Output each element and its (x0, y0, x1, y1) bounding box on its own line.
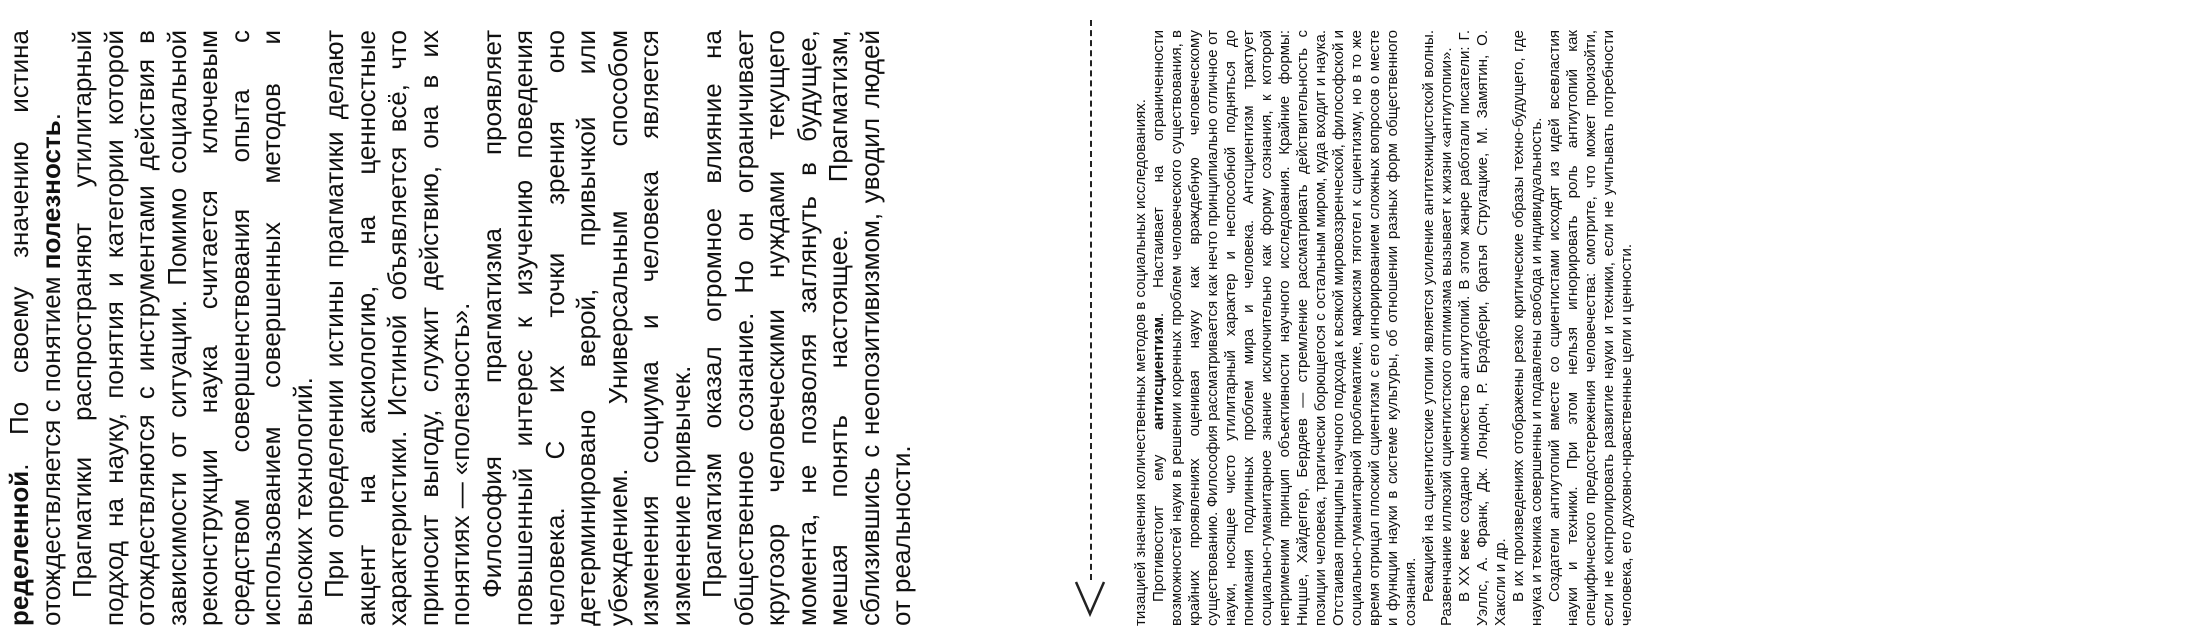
bold-term-defined: ределенной (4, 470, 34, 626)
large-print-column (4, 30, 1074, 626)
paragraph-utilitarian-approach: Прагматики распространяют утилитарный подход на науку, понятия и категории которой отождествляются с инструментами действия в зависимости от ситуации. Помимо социальной реконструкции наука считается ключевым средством совершенствования опыта с использованием совершенных методов и высоких технологий. (67, 30, 318, 626)
chevron-mark-icon (1072, 578, 1108, 622)
bold-term-antiscientism: антисциентизм (1150, 316, 1167, 430)
paragraph-truth-definition: ределенной. По своему значению истина отождествляется с понятием полезность. (4, 30, 66, 626)
paragraph-critical-images: В их произведениях отображены резко критические образы техно-будущего, где наука и техника совершенны и подавлены свобода и индивидуальность. (1510, 30, 1545, 626)
page-cut-dashed-line (1090, 20, 1092, 580)
paragraph-behavior: Философия прагматизма проявляет повышенный интерес к изучению поведения человека. С их точки зрения оно детерминировано верой, привычкой или убеждением. Универсальным способом изменения социума и человека является изменение привычек. (476, 30, 696, 626)
paragraph-antiutopia-authors: В XX веке создано множество антиутопий. В этом жанре работали писатели: Г. Уэллс, А. Франк, Дж. Лондон, Р. Брэдбери, братья Стругацкие, М. Замятин, О. Хаксли и др. (1456, 30, 1509, 626)
small-print-column (1132, 30, 2197, 626)
paragraph-antiscientism: Противостоит ему антисциентизм. Настаивает на ограниченности возможностей науки в решении коренных проблем человеческого существования, в крайних проявлениях оценивая науку как враждебную человеческому существованию. Философия рассматривается как нечто принципиально отличное от науки, носящее чисто утилитарный характер и неспособной подняться до понимания подлинных проблем мира и человека. Антсциентизм трактует социально-гуманитарное знание исключительно как форму сознания, к которой неприменим принцип объективности научного исследования. Крайние формы: Ницше, Хайдеггер, Бердяев — стремление рассматривать действительность с позиции человека, трагически борющегося с остальным миром, куда входит и наука. Отстаивая принципы научного подхода к всякой мировоззренческой, философской и социально-гуманитарной проблематике, марксизм тяготел к сциентизму, но в то же время отрицал плоский сциентизм с его игнорированием сложных вопросов о месте и функции науки в системе культуры, об отношении разных форм общественного сознания. (1150, 30, 1419, 626)
bold-term-usefulness: полезность (35, 120, 66, 270)
paragraph-continuation: тизацией значения количественных методов в социальных исследованиях. (1132, 99, 1149, 626)
paragraph-influence: Прагматизм оказал огромное влияние на общественное сознание. Но он ограничивает кругозор человеческими нуждами текущего момента, не позволяя заглянуть в будущее, мешая понять настоящее. Прагматизм, сблизившись с неопозитивизмом, уводил людей от реальности. (697, 30, 916, 626)
paragraph-axiology: При определении истины прагматики делают акцент на аксиологию, на ценностные характеристики. Истиной объявляется всё, что приносит выгоду, служит действию, она в их понятиях — «полезность». (319, 30, 475, 626)
paragraph-warning: Создатели антиутопий вместе со сциентистами исходят из идей всевластия науки и техники. При этом нельзя игнорировать роль антиутопий как специфического предостережения человечества: смотрите, что может произойти, если не контролировать развитие науки и техники, если не учитывать потребности человека, его духовно-нравственные цели и ценности. (1546, 30, 1635, 626)
paragraph-antitechnicism: Реакцией на сциентистские утопии является усиление антитехницистской волны. Развенчание иллюзий сциентистского оптимизма вызывает к жизни «антиутопии». (1420, 30, 1455, 626)
